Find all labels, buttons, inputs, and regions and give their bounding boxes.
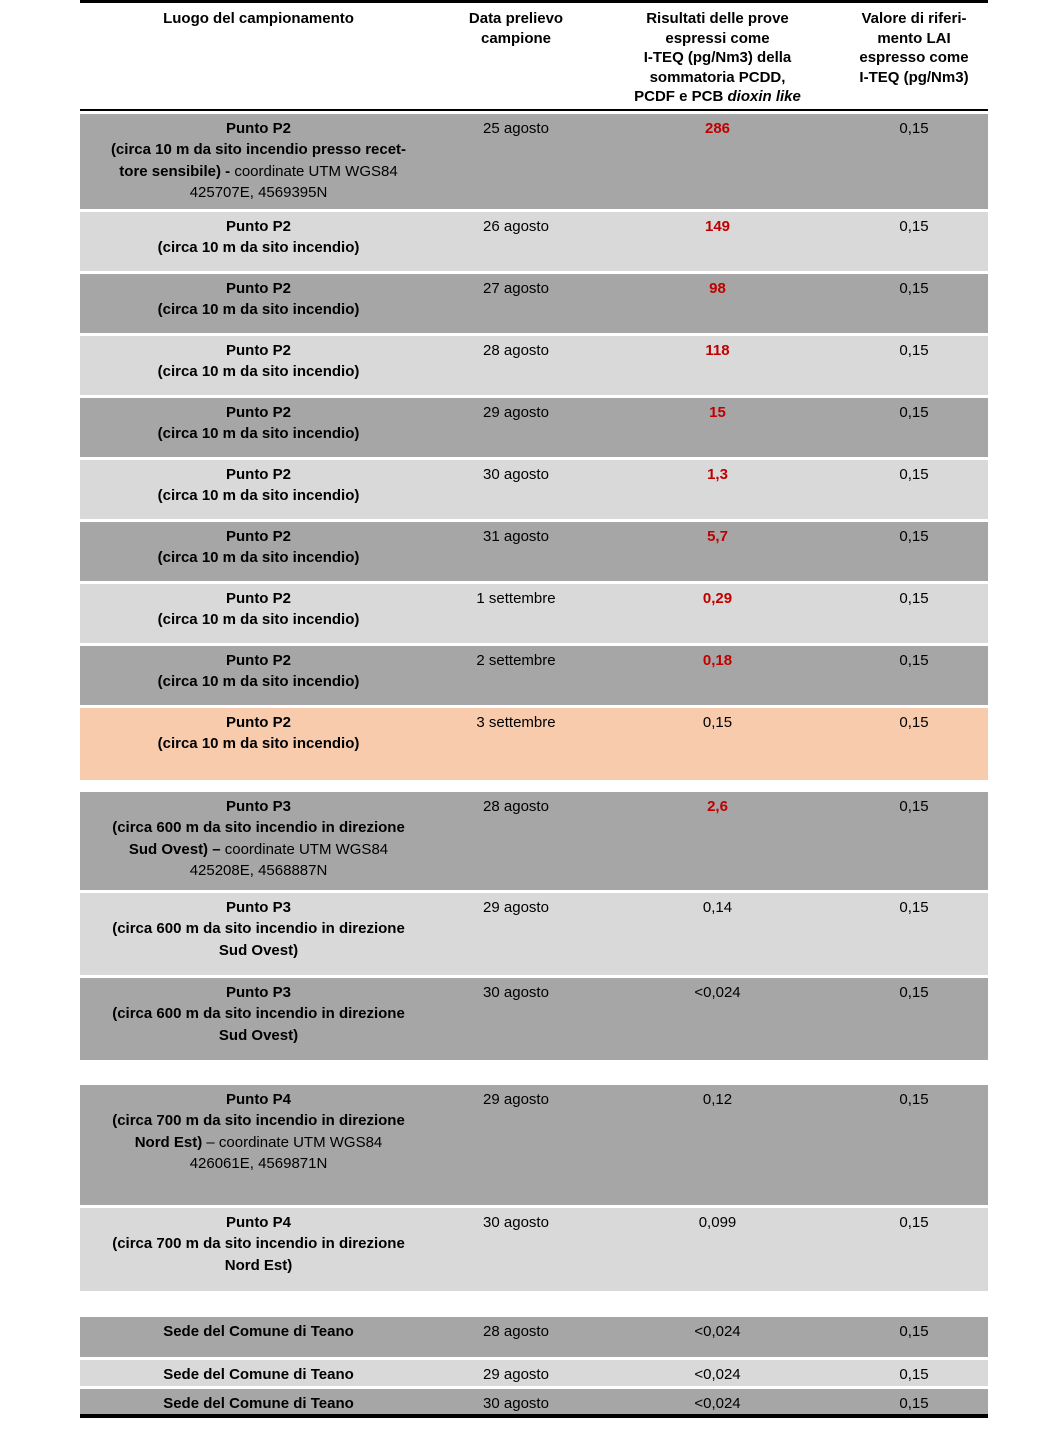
- location-cell: [80, 114, 437, 209]
- result-cell: 118: [705, 341, 730, 359]
- text-line: [86, 733, 431, 755]
- date-cell: 3 settembre: [476, 713, 556, 731]
- text-segment: Nord Est): [134, 1133, 207, 1151]
- date-cell: 1 settembre: [476, 589, 556, 607]
- text-line: [86, 9, 431, 29]
- reference-cell: 0,15: [899, 713, 929, 731]
- text-line: [86, 1364, 431, 1386]
- text-line: [601, 87, 834, 107]
- text-segment: 425208E, 4568887N: [189, 862, 328, 879]
- result-cell: 0,099: [698, 1213, 737, 1231]
- text-segment: Punto P2: [225, 119, 291, 137]
- text-segment: Punto P2: [225, 527, 291, 545]
- text-line: [86, 216, 431, 238]
- text-line: [86, 650, 431, 672]
- text-segment: Punto P3: [225, 898, 291, 916]
- table-row: [80, 114, 988, 209]
- text-segment: (circa 700 m da sito incendio in direzione: [112, 1235, 405, 1252]
- date-cell: 27 agosto: [483, 279, 549, 297]
- section-punto-p2: [80, 114, 988, 780]
- text-segment: Punto P2: [225, 651, 291, 669]
- result-cell: 286: [704, 119, 731, 137]
- text-segment: (circa 10 m da sito incendio): [157, 673, 360, 690]
- text-segment: Punto P3: [225, 797, 291, 815]
- text-segment: Punto P2: [225, 465, 291, 483]
- result-cell: 0,15: [702, 713, 733, 731]
- text-line: [846, 68, 982, 88]
- text-line: [601, 68, 834, 88]
- reference-cell: 0,15: [899, 1365, 929, 1383]
- location-cell: [80, 646, 437, 705]
- text-line: [86, 1110, 431, 1132]
- text-line: [86, 1255, 431, 1277]
- text-line: [86, 547, 431, 569]
- location-cell: [80, 460, 437, 519]
- table-row: [80, 1360, 988, 1386]
- text-line: [86, 1025, 431, 1047]
- text-line: [86, 464, 431, 486]
- text-segment: tore sensibile) -: [119, 162, 235, 180]
- text-line: [86, 1212, 431, 1234]
- reference-cell: 0,15: [899, 1213, 929, 1231]
- text-segment: (circa 10 m da sito incendio): [157, 611, 360, 628]
- date-cell: 30 agosto: [483, 1394, 549, 1412]
- text-segment: espresso come: [859, 49, 969, 66]
- reference-cell: 0,15: [899, 403, 929, 421]
- text-segment: (circa 10 m da sito incendio): [157, 425, 360, 442]
- location-cell: [80, 212, 437, 271]
- date-cell: 29 agosto: [483, 898, 549, 916]
- reference-cell: 0,15: [899, 1090, 929, 1108]
- date-cell: 28 agosto: [483, 341, 549, 359]
- reference-cell: 0,15: [899, 279, 929, 297]
- location-cell: [80, 708, 437, 780]
- text-segment: Punto P2: [225, 341, 291, 359]
- text-line: [443, 9, 589, 29]
- result-cell: 2,6: [707, 797, 728, 815]
- table-row: [80, 1317, 988, 1357]
- result-cell: 0,18: [702, 651, 733, 669]
- reference-cell: 0,15: [899, 589, 929, 607]
- text-line: [86, 588, 431, 610]
- text-segment: (circa 10 m da sito incendio): [157, 301, 360, 318]
- date-cell: 31 agosto: [483, 527, 549, 545]
- text-segment: dioxin like: [727, 88, 801, 105]
- reference-cell: 0,15: [899, 983, 929, 1001]
- table-row: [80, 336, 988, 395]
- reference-cell: 0,15: [899, 651, 929, 669]
- date-cell: 30 agosto: [483, 465, 549, 483]
- section-punto-p4: [80, 1085, 988, 1291]
- text-segment: – coordinate UTM WGS84: [206, 1133, 383, 1151]
- reference-cell: 0,15: [899, 119, 929, 137]
- table-row: [80, 460, 988, 519]
- text-line: [86, 839, 431, 861]
- header-location: [80, 6, 437, 107]
- location-cell: [80, 1317, 437, 1357]
- text-line: [86, 485, 431, 507]
- location-cell: [80, 336, 437, 395]
- text-segment: (circa 700 m da sito incendio in direzione: [112, 1112, 405, 1129]
- date-cell: 29 agosto: [483, 1090, 549, 1108]
- date-cell: 2 settembre: [476, 651, 556, 669]
- table-row: [80, 646, 988, 705]
- table-row: [80, 792, 988, 890]
- location-cell: [80, 1085, 437, 1205]
- text-segment: Punto P3: [225, 983, 291, 1001]
- text-segment: (circa 600 m da sito incendio in direzione: [112, 819, 405, 836]
- text-segment: Sud Ovest): [218, 1026, 299, 1044]
- table-row: [80, 212, 988, 271]
- sampling-results-table: [80, 0, 988, 1418]
- text-segment: (circa 600 m da sito incendio in direzione: [112, 1005, 405, 1022]
- result-cell: 0,29: [702, 589, 733, 607]
- text-segment: Sud Ovest) –: [128, 840, 225, 858]
- table-row: [80, 522, 988, 581]
- text-line: [601, 9, 834, 29]
- text-line: [86, 1393, 431, 1415]
- text-line: [86, 671, 431, 693]
- text-line: [846, 48, 982, 68]
- text-line: [86, 526, 431, 548]
- text-line: [86, 1132, 431, 1154]
- text-line: [86, 897, 431, 919]
- reference-cell: 0,15: [899, 217, 929, 235]
- text-segment: (circa 10 m da sito incendio): [157, 239, 360, 256]
- text-line: [86, 817, 431, 839]
- text-line: [86, 940, 431, 962]
- date-cell: 28 agosto: [483, 1322, 549, 1340]
- reference-cell: 0,15: [899, 898, 929, 916]
- result-cell: 0,12: [702, 1090, 733, 1108]
- text-line: [86, 1233, 431, 1255]
- reference-cell: 0,15: [899, 527, 929, 545]
- text-line: [86, 1089, 431, 1111]
- text-segment: Sede del Comune di Teano: [163, 1394, 354, 1412]
- text-segment: Punto P2: [225, 217, 291, 235]
- header-result: [595, 6, 840, 107]
- location-cell: [80, 522, 437, 581]
- text-segment: (circa 10 m da sito incendio): [157, 487, 360, 504]
- result-cell: <0,024: [694, 1365, 741, 1383]
- section-comune-teano: [80, 1317, 988, 1415]
- location-cell: [80, 1360, 437, 1386]
- text-segment: Punto P2: [225, 403, 291, 421]
- table-body: [80, 114, 988, 1415]
- section-punto-p3: [80, 792, 988, 1060]
- reference-cell: 0,15: [899, 1394, 929, 1412]
- text-line: [86, 712, 431, 734]
- location-cell: [80, 978, 437, 1060]
- result-cell: <0,024: [694, 1394, 741, 1412]
- location-cell: [80, 792, 437, 890]
- date-cell: 25 agosto: [483, 119, 549, 137]
- text-segment: mento LAI: [877, 29, 951, 47]
- result-cell: 5,7: [707, 527, 728, 545]
- header-date: [437, 6, 595, 107]
- text-segment: (circa 10 m da sito incendio): [157, 363, 360, 380]
- date-cell: 29 agosto: [483, 403, 549, 421]
- text-segment: I-TEQ (pg/Nm3) della: [643, 49, 792, 66]
- result-cell: <0,024: [694, 983, 741, 1001]
- table-row: [80, 893, 988, 975]
- text-segment: (circa 10 m da sito incendio): [157, 549, 360, 566]
- result-cell: 1,3: [707, 465, 728, 483]
- text-segment: Risultati delle prove: [646, 10, 789, 27]
- text-line: [86, 139, 431, 161]
- text-segment: sommatoria PCDD,: [649, 68, 786, 86]
- text-line: [86, 918, 431, 940]
- table-row: [80, 274, 988, 333]
- location-cell: [80, 1389, 437, 1415]
- text-line: [601, 48, 834, 68]
- table-row: [80, 708, 988, 780]
- table-row: [80, 1208, 988, 1291]
- date-cell: 30 agosto: [483, 983, 549, 1001]
- table-row: [80, 398, 988, 457]
- location-cell: [80, 893, 437, 975]
- date-cell: 28 agosto: [483, 797, 549, 815]
- text-segment: campione: [480, 29, 552, 47]
- text-segment: PCDF e PCB: [634, 88, 728, 105]
- text-line: [86, 161, 431, 183]
- text-line: [86, 402, 431, 424]
- text-line: [601, 29, 834, 49]
- text-segment: 426061E, 4569871N: [189, 1155, 328, 1172]
- text-line: [86, 860, 431, 882]
- text-segment: Punto P2: [225, 589, 291, 607]
- reference-cell: 0,15: [899, 797, 929, 815]
- table-header: [80, 3, 988, 111]
- text-line: [86, 118, 431, 140]
- result-cell: 15: [709, 403, 726, 421]
- text-segment: (circa 10 m da sito incendio presso recet-: [110, 141, 407, 158]
- text-segment: Luogo del campionamento: [163, 10, 354, 27]
- text-segment: coordinate UTM WGS84: [224, 840, 389, 858]
- location-cell: [80, 1208, 437, 1291]
- date-cell: 29 agosto: [483, 1365, 549, 1383]
- text-line: [86, 982, 431, 1004]
- result-cell: 98: [709, 279, 726, 297]
- text-segment: Punto P2: [225, 713, 291, 731]
- text-line: [86, 340, 431, 362]
- result-cell: 0,14: [702, 898, 733, 916]
- header-reference: [840, 6, 988, 107]
- text-segment: 425707E, 4569395N: [189, 184, 328, 201]
- text-segment: (circa 10 m da sito incendio): [157, 735, 360, 752]
- date-cell: 26 agosto: [483, 217, 549, 235]
- reference-cell: 0,15: [899, 1322, 929, 1340]
- text-line: [86, 299, 431, 321]
- table-row: [80, 1389, 988, 1415]
- text-segment: Punto P4: [225, 1090, 291, 1108]
- text-line: [86, 237, 431, 259]
- text-line: [846, 29, 982, 49]
- text-segment: espressi come: [665, 29, 770, 47]
- text-line: [86, 1153, 431, 1175]
- text-segment: Punto P2: [225, 279, 291, 297]
- text-segment: Sede del Comune di Teano: [163, 1322, 354, 1340]
- text-line: [443, 29, 589, 49]
- text-line: [86, 278, 431, 300]
- result-cell: 149: [704, 217, 731, 235]
- table-row: [80, 978, 988, 1060]
- location-cell: [80, 398, 437, 457]
- text-line: [86, 361, 431, 383]
- text-segment: coordinate UTM WGS84: [234, 162, 398, 180]
- text-line: [86, 423, 431, 445]
- table-row: [80, 584, 988, 643]
- text-segment: Punto P4: [225, 1213, 291, 1231]
- text-segment: Sud Ovest): [218, 941, 299, 959]
- text-line: [846, 9, 982, 29]
- text-line: [86, 1003, 431, 1025]
- text-segment: Nord Est): [224, 1256, 293, 1274]
- result-cell: <0,024: [694, 1322, 741, 1340]
- location-cell: [80, 274, 437, 333]
- text-segment: Sede del Comune di Teano: [163, 1365, 354, 1383]
- text-line: [86, 609, 431, 631]
- text-segment: I-TEQ (pg/Nm3): [859, 68, 969, 86]
- location-cell: [80, 584, 437, 643]
- text-line: [86, 1321, 431, 1343]
- text-line: [86, 182, 431, 204]
- text-line: [86, 796, 431, 818]
- reference-cell: 0,15: [899, 341, 929, 359]
- date-cell: 30 agosto: [483, 1213, 549, 1231]
- text-segment: Valore di riferi-: [861, 10, 967, 27]
- table-row: [80, 1085, 988, 1205]
- text-segment: (circa 600 m da sito incendio in direzione: [112, 920, 405, 937]
- reference-cell: 0,15: [899, 465, 929, 483]
- text-segment: Data prelievo: [468, 10, 564, 27]
